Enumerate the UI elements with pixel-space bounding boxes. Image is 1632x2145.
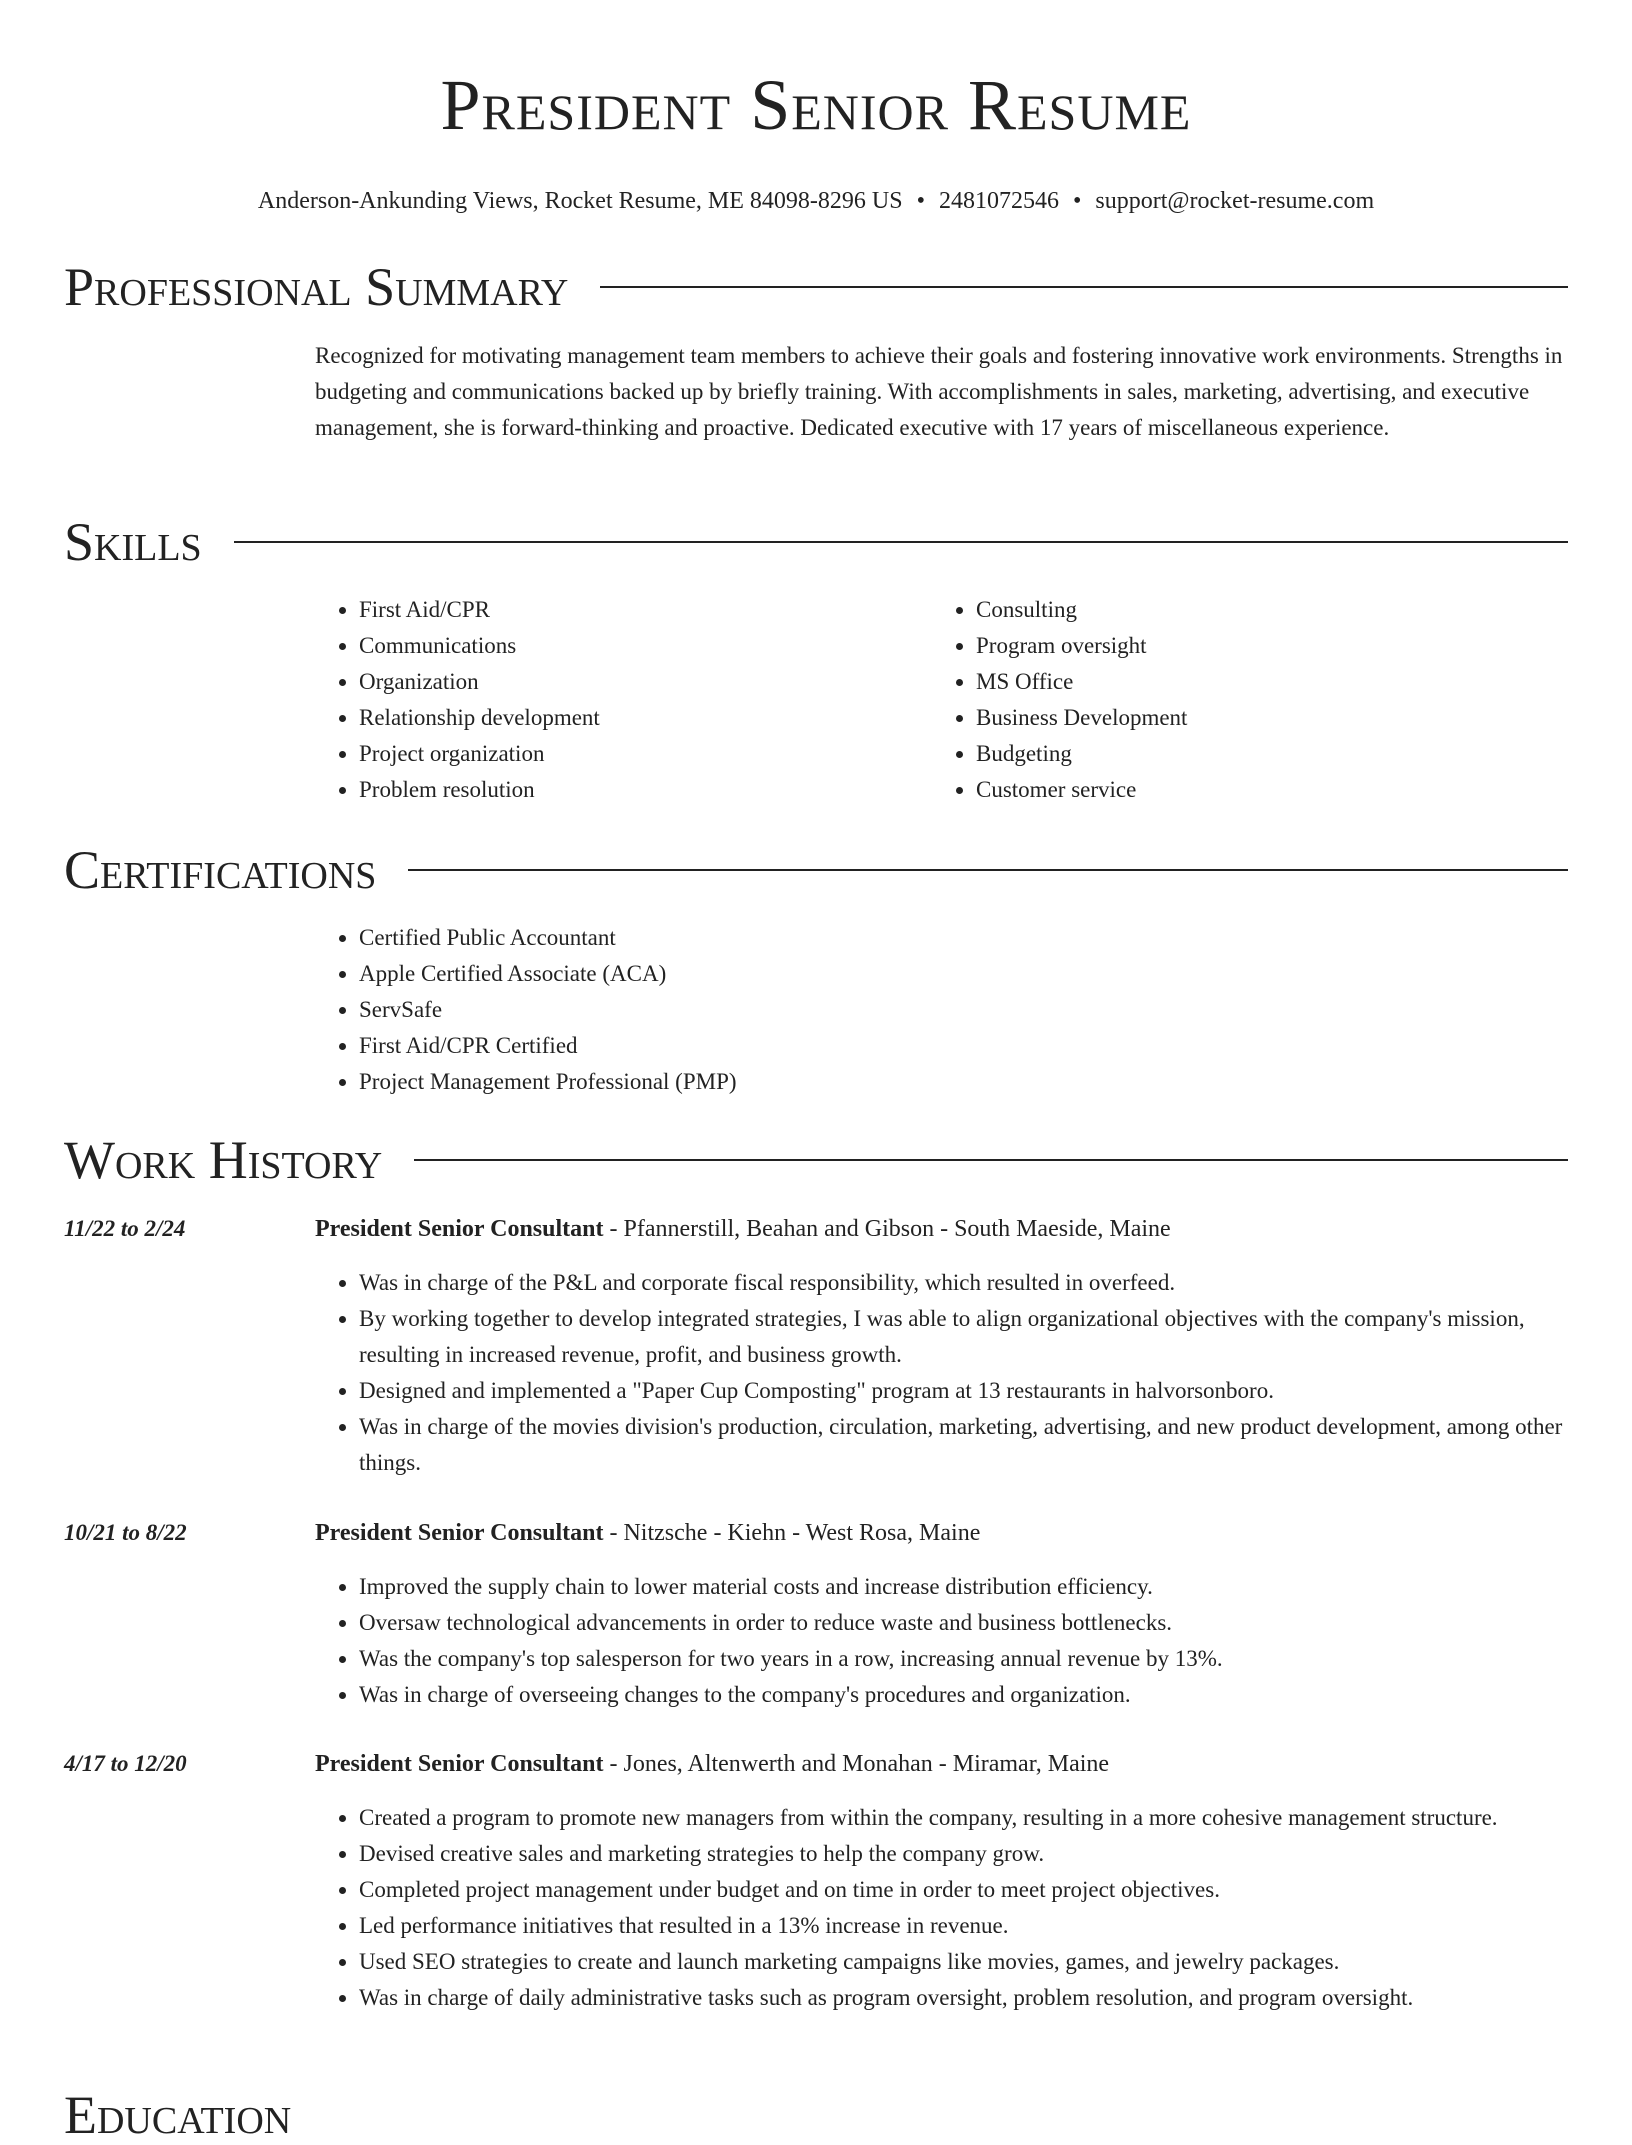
skill-item: • Relationship development bbox=[359, 700, 932, 736]
job-bullet: • Was in charge of the P&L and corporate fiscal responsibility, which resulted in overfeed. bbox=[359, 1265, 1568, 1301]
summary-text: Recognized for motivating management team members to achieve their goals and fostering innovative work environments. Strengths in budgeting and communications backed up by briefly training. With accomplishments in sales, marketing, advertising, and executive management, she is forward-thinking and proactive. Dedicated executive with 17 years of miscellaneous experience. bbox=[315, 343, 1563, 440]
work-section-header bbox=[64, 1130, 1568, 1190]
skill-item: • MS Office bbox=[976, 664, 1549, 700]
certifications-section-title: Certifications bbox=[64, 840, 377, 900]
job-company-location: - Nitzsche - Kiehn - West Rosa, Maine bbox=[603, 1520, 981, 1546]
skill-item: • Customer service bbox=[976, 772, 1549, 808]
education-section-title: Education bbox=[64, 2085, 292, 2145]
job-bullet: • Was in charge of the movies division's production, circulation, marketing, advertising, and new product development, among other things. bbox=[359, 1409, 1568, 1481]
job-dates: 4/17 to 12/20 bbox=[64, 1751, 187, 1776]
job-heading bbox=[315, 1746, 1568, 1782]
job-bullet: • Devised creative sales and marketing strategies to help the company grow. bbox=[359, 1836, 1568, 1872]
skills-column-right bbox=[932, 592, 1549, 808]
job-role: President Senior Consultant bbox=[315, 1520, 604, 1546]
contact-line bbox=[64, 186, 1568, 216]
resume-name: President Senior Resume bbox=[440, 65, 1192, 145]
job-dates: 11/22 to 2/24 bbox=[64, 1216, 186, 1241]
job-bullet: • Led performance initiatives that resulted in a 13% increase in revenue. bbox=[359, 1908, 1568, 1944]
skill-item: • Consulting bbox=[976, 592, 1549, 628]
skills-section-header bbox=[64, 512, 1568, 572]
job-company-location: - Pfannerstill, Beahan and Gibson - South Maeside, Maine bbox=[603, 1216, 1171, 1242]
contact-separator: • bbox=[916, 188, 926, 214]
job-bullet: • By working together to develop integrated strategies, I was able to align organizational objectives with the company's mission, resulting in increased revenue, profit, and business growth. bbox=[359, 1301, 1568, 1373]
certification-item: • Project Management Professional (PMP) bbox=[359, 1064, 1568, 1100]
summary-section-title: Professional Summary bbox=[64, 257, 569, 317]
job-bullet: • Designed and implemented a "Paper Cup Composting" program at 13 restaurants in halvorsonboro. bbox=[359, 1373, 1568, 1409]
job-company-location: - Jones, Altenwerth and Monahan - Miramar, Maine bbox=[603, 1751, 1110, 1777]
certifications-body bbox=[315, 920, 1568, 1100]
resume-page bbox=[64, 0, 1568, 2145]
skill-item: • Budgeting bbox=[976, 736, 1549, 772]
contact-email: support@rocket-resume.com bbox=[1095, 188, 1375, 214]
certification-item: • Apple Certified Associate (ACA) bbox=[359, 956, 1568, 992]
job-bullet: • Improved the supply chain to lower material costs and increase distribution efficiency. bbox=[359, 1569, 1568, 1605]
section-divider bbox=[414, 1159, 1568, 1161]
job-bullet: • Created a program to promote new managers from within the company, resulting in a more cohesive management structure. bbox=[359, 1800, 1568, 1836]
job-dates: 10/21 to 8/22 bbox=[64, 1520, 187, 1545]
job-details bbox=[315, 1211, 1568, 1481]
skills-section-title: Skills bbox=[64, 512, 202, 572]
certifications-section-header bbox=[64, 840, 1568, 900]
section-divider bbox=[600, 286, 1568, 288]
certification-item: • First Aid/CPR Certified bbox=[359, 1028, 1568, 1064]
skill-item: • Organization bbox=[359, 664, 932, 700]
job-heading bbox=[315, 1211, 1568, 1247]
job-heading bbox=[315, 1515, 1568, 1551]
job-bullet: • Used SEO strategies to create and launch marketing campaigns like movies, games, and jewelry packages. bbox=[359, 1944, 1568, 1980]
section-divider bbox=[234, 541, 1568, 543]
job-bullet: • Was in charge of overseeing changes to the company's procedures and organization. bbox=[359, 1677, 1568, 1713]
job-bullet: • Was in charge of daily administrative tasks such as program oversight, problem resolution, and program oversight. bbox=[359, 1980, 1568, 2016]
contact-address: Anderson-Ankunding Views, Rocket Resume, ME 84098-8296 US bbox=[257, 188, 903, 214]
skill-item: • First Aid/CPR bbox=[359, 592, 932, 628]
section-divider bbox=[408, 869, 1568, 871]
certification-item: • ServSafe bbox=[359, 992, 1568, 1028]
job-bullet: • Was the company's top salesperson for two years in a row, increasing annual revenue by 13%. bbox=[359, 1641, 1568, 1677]
skills-body bbox=[315, 592, 1568, 808]
job-role: President Senior Consultant bbox=[315, 1751, 604, 1777]
job-details bbox=[315, 1515, 1568, 1713]
skill-item: • Program oversight bbox=[976, 628, 1549, 664]
skill-item: • Project organization bbox=[359, 736, 932, 772]
work-section-title: Work History bbox=[64, 1130, 383, 1190]
summary-body bbox=[315, 338, 1568, 446]
job-role: President Senior Consultant bbox=[315, 1216, 604, 1242]
summary-section-header bbox=[64, 257, 1568, 317]
certification-item: • Certified Public Accountant bbox=[359, 920, 1568, 956]
skill-item: • Problem resolution bbox=[359, 772, 932, 808]
job-bullet: • Completed project management under budget and on time in order to meet project objectives. bbox=[359, 1872, 1568, 1908]
contact-separator: • bbox=[1073, 188, 1082, 214]
skill-item: • Business Development bbox=[976, 700, 1549, 736]
skill-item: • Communications bbox=[359, 628, 932, 664]
contact-phone: 2481072546 bbox=[939, 188, 1060, 214]
job-bullet: • Oversaw technological advancements in order to reduce waste and business bottlenecks. bbox=[359, 1605, 1568, 1641]
skills-column-left bbox=[315, 592, 932, 808]
job-details bbox=[315, 1746, 1568, 2016]
